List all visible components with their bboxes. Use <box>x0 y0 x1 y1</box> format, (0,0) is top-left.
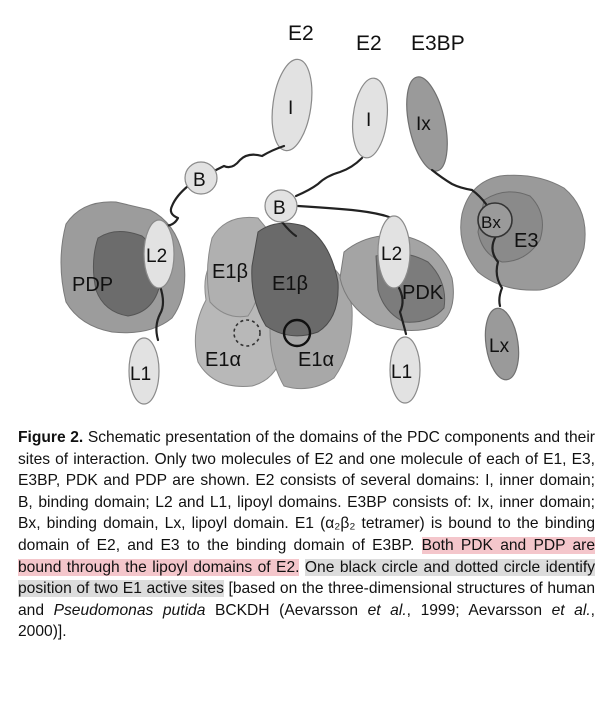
b-center-label: B <box>273 198 286 219</box>
caption-etal-1: et al. <box>367 601 407 619</box>
caption-highlight-gray: One black circle and dotted circle identify position of two E1 active sites <box>18 558 595 598</box>
caption-part5: , 2000)]. <box>18 601 595 641</box>
caption-highlight-pink: Both PDK and PDP are bound through the lipoyl domains of E2. <box>18 536 596 576</box>
figure-caption <box>18 427 595 643</box>
inner-left-label: I <box>288 98 294 119</box>
l2-left-label: L2 <box>146 246 168 267</box>
e2-left-title: E2 <box>288 22 314 45</box>
e3bp-title: E3BP <box>411 32 465 55</box>
caption-part4: , 1999; Aevarsson <box>406 601 552 619</box>
linker-b-left-to-l2 <box>164 186 188 226</box>
l1-left-label: L1 <box>130 364 152 385</box>
pdp-label: PDP <box>72 274 114 296</box>
bx-label: Bx <box>481 213 501 232</box>
e1beta-right-label: E1β <box>272 273 308 295</box>
caption-part1: Schematic presentation of the domains of the PDC components and their sites of interaction. Only two molecules of E2 and one molecule of each of E1, E3, E3BP, PDK and PDP are shown. E2 consists of several domains: I, inner domain; B, binding domain; L2 and L1, lipoyl domains. E3BP consists of: Ix, inner domain; Bx, binding domain, Lx, lipoyl domain. E1 (α₂β₂ tetramer) is bound to the binding domain of E2, and E3 to the binding domain of E3BP. <box>18 429 595 554</box>
caption-part2: [based on the three-dimensional structures of human and <box>18 580 596 619</box>
caption-part3: BCKDH (Aevarsson <box>205 601 368 619</box>
e3-label: E3 <box>514 230 539 252</box>
caption-lead: Figure 2. <box>18 429 84 446</box>
l2-right-label: L2 <box>381 244 403 265</box>
l1-right-label: L1 <box>391 362 413 383</box>
e2-right-title: E2 <box>356 32 382 55</box>
linker-b-center-to-l2-right <box>298 206 398 220</box>
inner-right-label: I <box>366 110 372 131</box>
e1alpha-left-label: E1α <box>205 349 242 371</box>
e1beta-left-label: E1β <box>212 261 248 283</box>
pdk-label: PDK <box>402 282 444 304</box>
caption-etal-2: et al. <box>551 601 591 619</box>
e1alpha-right-label: E1α <box>298 349 335 371</box>
b-left-label: B <box>193 170 206 191</box>
lx-label: Lx <box>489 336 510 357</box>
linker-e2-left-inner-to-b <box>212 146 284 172</box>
linker-e2-right-inner-to-b <box>296 158 362 196</box>
ix-label: Ix <box>416 114 431 135</box>
caption-species: Pseudomonas putida <box>53 601 206 619</box>
